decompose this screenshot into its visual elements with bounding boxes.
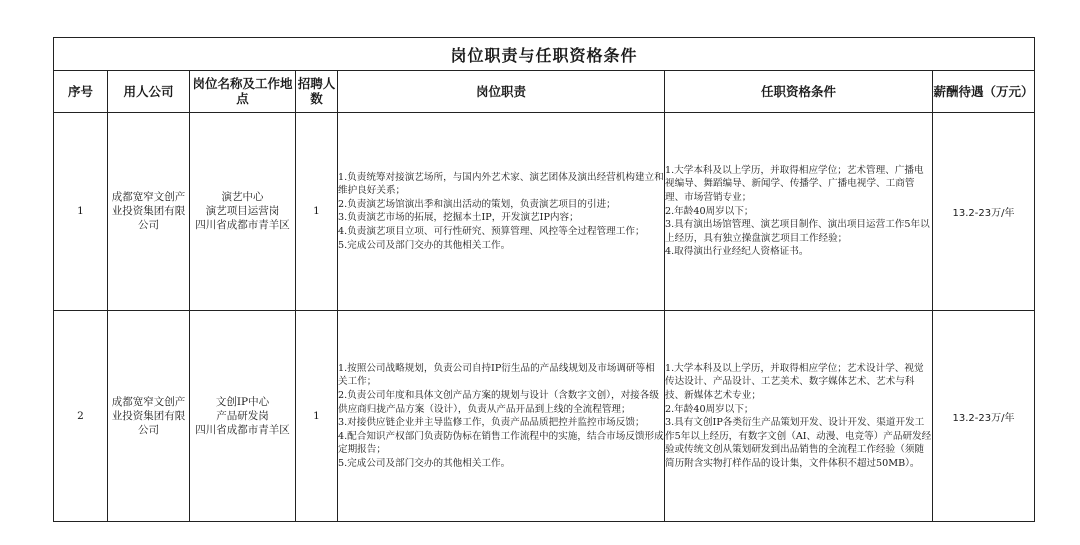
header-row	[54, 71, 1035, 112]
row-salary: 13.2-23万/年	[933, 311, 1035, 522]
duty-item: 4.配合知识产权部门负责防伪标在销售工作流程中的实施，结合市场反馈形成定期报告；	[338, 430, 664, 456]
duty-item: 4.负责演艺项目立项、可行性研究、预算管理、风控等全过程管理工作；	[338, 226, 645, 237]
row-duties	[338, 112, 665, 311]
duty-item: 3.对接供应链企业并主导监修工作，负责产品品质把控并监控市场反馈；	[338, 417, 645, 429]
position-location: 四川省成都市青羊区	[195, 219, 290, 232]
table-row	[54, 112, 1035, 311]
header-requirements: 任职资格条件	[665, 71, 933, 112]
requirement-item: 1.大学本科及以上学历，并取得相应学位；艺术设计学、视觉传达设计、产品设计、工艺美术、数字媒体艺术、艺术与科技、新媒体艺术专业；	[665, 362, 924, 401]
requirement-item: 4.取得演出行业经纪人资格证书。	[665, 246, 809, 258]
position-department: 文创IP中心	[215, 396, 270, 409]
row-requirements	[665, 112, 933, 311]
duty-item: 2.负责演艺场馆演出季和演出活动的策划，负责演艺项目的引进；	[338, 198, 616, 210]
requirement-item: 2.年龄40周岁以下；	[665, 205, 754, 217]
requirement-item: 3.具有文创IP各类衍生产品策划开发、设计开发、渠道开发工作5年以上经历，有数字文创（AI、动漫、电竞等）产品研发经验或传统文创从策划研发到出品销售的全流程工作经验（须随简历附含实物打样作品的设计集，文件体积不超过50MB）。	[665, 417, 932, 469]
job-requirements-table	[53, 37, 1035, 522]
position-title: 演艺项目运营岗	[205, 205, 280, 218]
row-position	[190, 311, 296, 522]
row-company: 成都宽窄文创产业投资集团有限公司	[108, 112, 190, 311]
requirement-item: 2.年龄40周岁以下；	[665, 403, 754, 415]
header-seq: 序号	[54, 71, 108, 112]
requirement-item: 3.具有演出场馆管理、演艺项目制作、演出项目运营工作5年以上经历，具有独立操盘演艺项目工作经验；	[665, 219, 930, 244]
requirement-item: 1.大学本科及以上学历，并取得相应学位；艺术管理、广播电视编导、舞蹈编导、新闻学、传播学、广播电视学、工商管理、市场营销专业；	[665, 164, 924, 204]
row-seq: 2	[54, 311, 108, 522]
duty-item: 2.负责公司年度和具体文创产品方案的规划与设计（含数字文创），对接各级供应商归拢产品方案（设计），负责从产品开品到上线的全流程管理；	[338, 389, 659, 415]
duty-item: 3.负责演艺市场的拓展，挖掘本土IP，开发演艺IP内容；	[338, 212, 579, 224]
row-duties	[338, 311, 665, 522]
row-requirements	[665, 311, 933, 522]
header-duties: 岗位职责	[338, 71, 665, 112]
duty-item: 1.负责统筹对接演艺场所，与国内外艺术家、演艺团体及演出经营机构建立和维护良好关系；	[338, 171, 664, 197]
duty-item: 5.完成公司及部门交办的其他相关工作。	[338, 239, 511, 251]
row-company: 成都宽窄文创产业投资集团有限公司	[108, 311, 190, 522]
row-seq: 1	[54, 112, 108, 311]
row-salary: 13.2-23万/年	[933, 112, 1035, 311]
table-row	[54, 311, 1035, 522]
header-position: 岗位名称及工作地点	[190, 71, 296, 112]
row-count: 1	[296, 112, 338, 311]
row-position	[190, 112, 296, 311]
header-count: 招聘人数	[296, 71, 338, 112]
header-salary: 薪酬待遇（万元）	[933, 71, 1035, 112]
duty-item: 5.完成公司及部门交办的其他相关工作。	[338, 457, 511, 469]
position-title: 产品研发岗	[216, 410, 269, 423]
duty-item: 1.按照公司战略规划，负责公司自持IP衍生品的产品线规划及市场调研等相关工作；	[338, 362, 655, 388]
table-title: 岗位职责与任职资格条件	[54, 38, 1035, 71]
position-department: 演艺中心	[221, 191, 264, 204]
header-company: 用人公司	[108, 71, 190, 112]
position-location: 四川省成都市青羊区	[195, 424, 290, 437]
row-count: 1	[296, 311, 338, 522]
